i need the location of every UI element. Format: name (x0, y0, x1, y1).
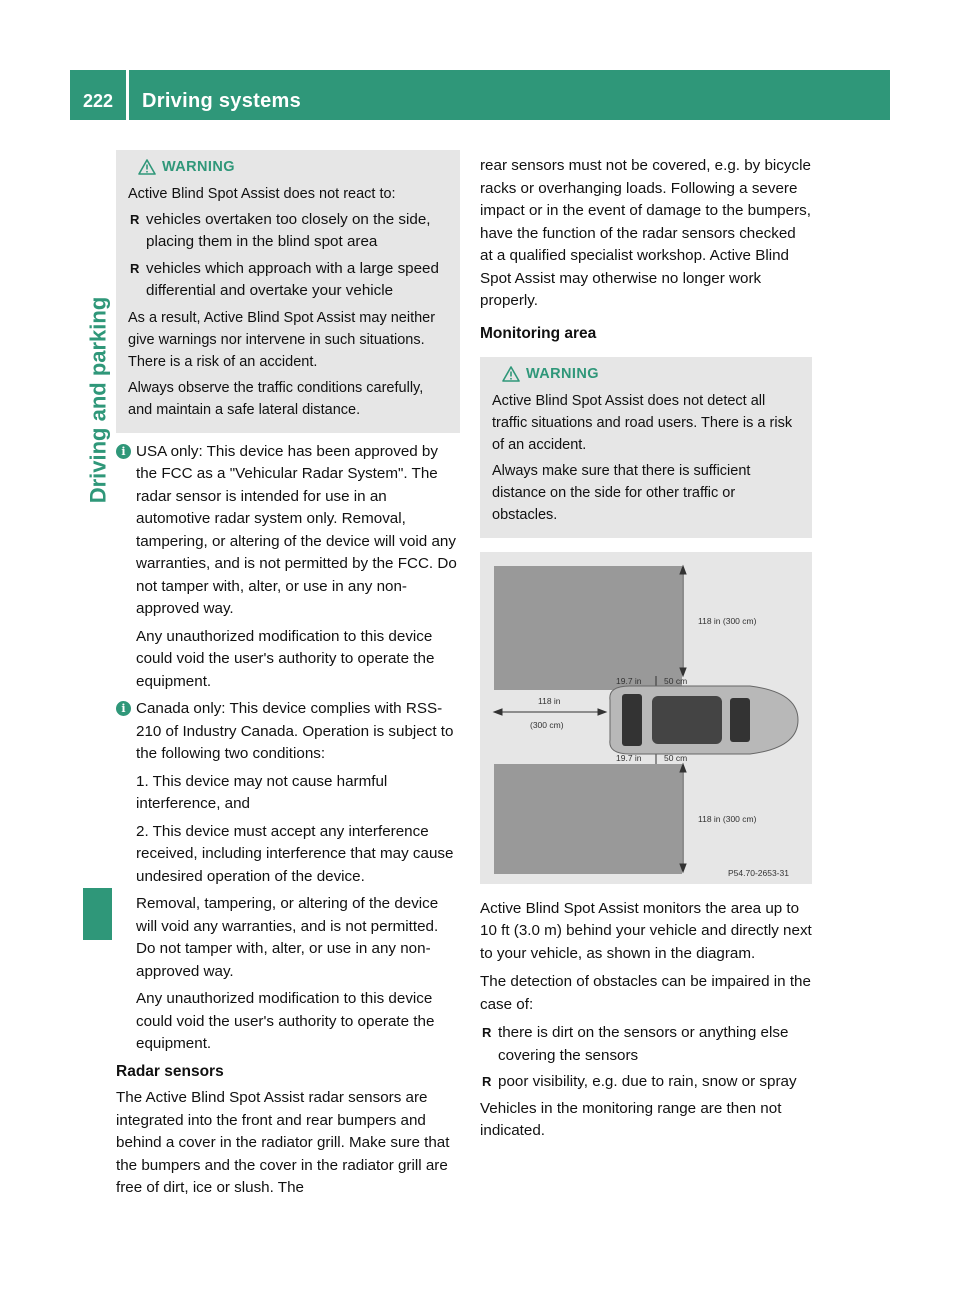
label-side-bottom-in: 19.7 in (616, 752, 642, 763)
info-paragraph: 2. This device must accept any interference received, including interference that may cause undesired operation of the device. (136, 822, 454, 885)
warning-box (116, 150, 460, 433)
warning-paragraph: Active Blind Spot Assist does not detect all traffic situations and road users. There is a risk of an accident. (492, 392, 793, 453)
list-item-text: there is dirt on the sensors or anything else covering the sensors (498, 1024, 789, 1064)
warning-paragraph: Always make sure that there is sufficient distance on the side for other traffic or obstacles. (492, 462, 751, 523)
warning-triangle-icon (502, 366, 520, 382)
info-note-canada (116, 698, 460, 1056)
section-heading-monitoring: Monitoring area (480, 324, 597, 342)
monitoring-zone-top (494, 566, 682, 690)
info-paragraph: Any unauthorized modification to this device could void the user's authority to operate the equipment. (136, 990, 435, 1052)
label-side-top-cm: 50 cm (664, 675, 688, 686)
left-column (116, 150, 460, 1206)
page-title: Driving systems (142, 90, 302, 112)
list-item: R poor visibility, e.g. due to rain, snow or spray (482, 1073, 797, 1090)
info-paragraph: Any unauthorized modification to this device could void the user's authority to operate the equipment. (136, 627, 435, 690)
list-item: R vehicles which approach with a large speed differential and overtake your vehicle (130, 259, 439, 299)
info-icon: i (116, 701, 131, 716)
side-label-text: Driving and parking (85, 296, 110, 504)
label-left-distance-cm: (300 cm) (530, 719, 564, 730)
warning-intro: Active Blind Spot Assist does not react to: (128, 185, 396, 202)
body-paragraph: The Active Blind Spot Assist radar sensors are integrated into the front and rear bumpers and behind a cover in the radiator grill. Make sure that the bumpers and the cover in the radiator grill are free of dirt, ice or slush. The (116, 1089, 450, 1196)
info-paragraph: Removal, tampering, or altering of the device will void any warranties, and is not permitted. Do not tamper with, alter, or use in any non-approved way. (136, 895, 439, 980)
diagram-svg (480, 552, 812, 884)
warning-box (480, 357, 812, 538)
warning-title: WARNING (162, 159, 235, 175)
header-divider (126, 70, 129, 120)
side-section-label (78, 240, 118, 560)
info-icon: i (116, 444, 131, 459)
info-paragraph: USA only: This device has been approved by the FCC as a "Vehicular Radar System". The radar sensor is intended for use in an automotive radar system only. Removal, tampering, or altering of the device will void any warranties, and is not permitted by the FCC. Do not tamper with, alter, or use in any non-approved way. (136, 442, 457, 617)
label-side-bottom-cm: 50 cm (664, 752, 688, 763)
warning-paragraph: Always observe the traffic conditions carefully, and maintain a safe lateral distance. (128, 379, 424, 418)
body-paragraph: The detection of obstacles can be impaired in the case of: (480, 973, 811, 1013)
warning-header (128, 156, 448, 179)
list-item: R vehicles overtaken too closely on the side, placing them in the blind spot area (130, 210, 431, 250)
warning-title: WARNING (526, 366, 599, 382)
label-top-distance: 118 in (300 cm) (698, 615, 757, 626)
section-heading-radar: Radar sensors (116, 1062, 224, 1080)
label-side-top-in: 19.7 in (616, 675, 642, 686)
list-item-text: vehicles which approach with a large speed differential and overtake your vehicle (146, 259, 439, 299)
monitoring-area-diagram (480, 552, 812, 884)
list-item-text: poor visibility, e.g. due to rain, snow or spray (498, 1073, 797, 1090)
info-note-usa (116, 441, 460, 694)
diagram-code: P54.70-2653-31 (728, 867, 789, 878)
list-item-text: vehicles overtaken too closely on the side, placing them in the blind spot area (146, 210, 431, 250)
warning-paragraph: As a result, Active Blind Spot Assist may neither give warnings nor intervene in such situations. There is a risk of an accident. (128, 309, 436, 370)
label-left-distance: 118 in (538, 695, 561, 706)
warning-header (492, 363, 800, 386)
label-bottom-distance: 118 in (300 cm) (698, 813, 757, 824)
info-paragraph: Canada only: This device complies with RSS-210 of Industry Canada. Operation is subject to the following two conditions: (136, 700, 454, 762)
page-number: 222 (82, 91, 114, 111)
car-top-view (610, 686, 798, 754)
body-paragraph: rear sensors must not be covered, e.g. by bicycle racks or overhanging loads. Following a severe impact or in the event of damage to the bumpers, have the function of the radar sensors checked at a qualified specialist workshop. Active Blind Spot Assist may otherwise no longer work properly. (480, 157, 811, 309)
info-paragraph: 1. This device may not cause harmful interference, and (136, 772, 388, 812)
warning-triangle-icon (138, 159, 156, 175)
side-tab-marker (83, 888, 112, 940)
right-column (480, 155, 812, 1149)
body-paragraph: Active Blind Spot Assist monitors the area up to 10 ft (3.0 m) behind your vehicle and directly next to your vehicle, as shown in the diagram. (480, 899, 812, 962)
monitoring-zone-bottom (494, 764, 682, 874)
list-item: R there is dirt on the sensors or anything else covering the sensors (482, 1024, 789, 1064)
body-paragraph: Vehicles in the monitoring range are then not indicated. (480, 1099, 782, 1139)
